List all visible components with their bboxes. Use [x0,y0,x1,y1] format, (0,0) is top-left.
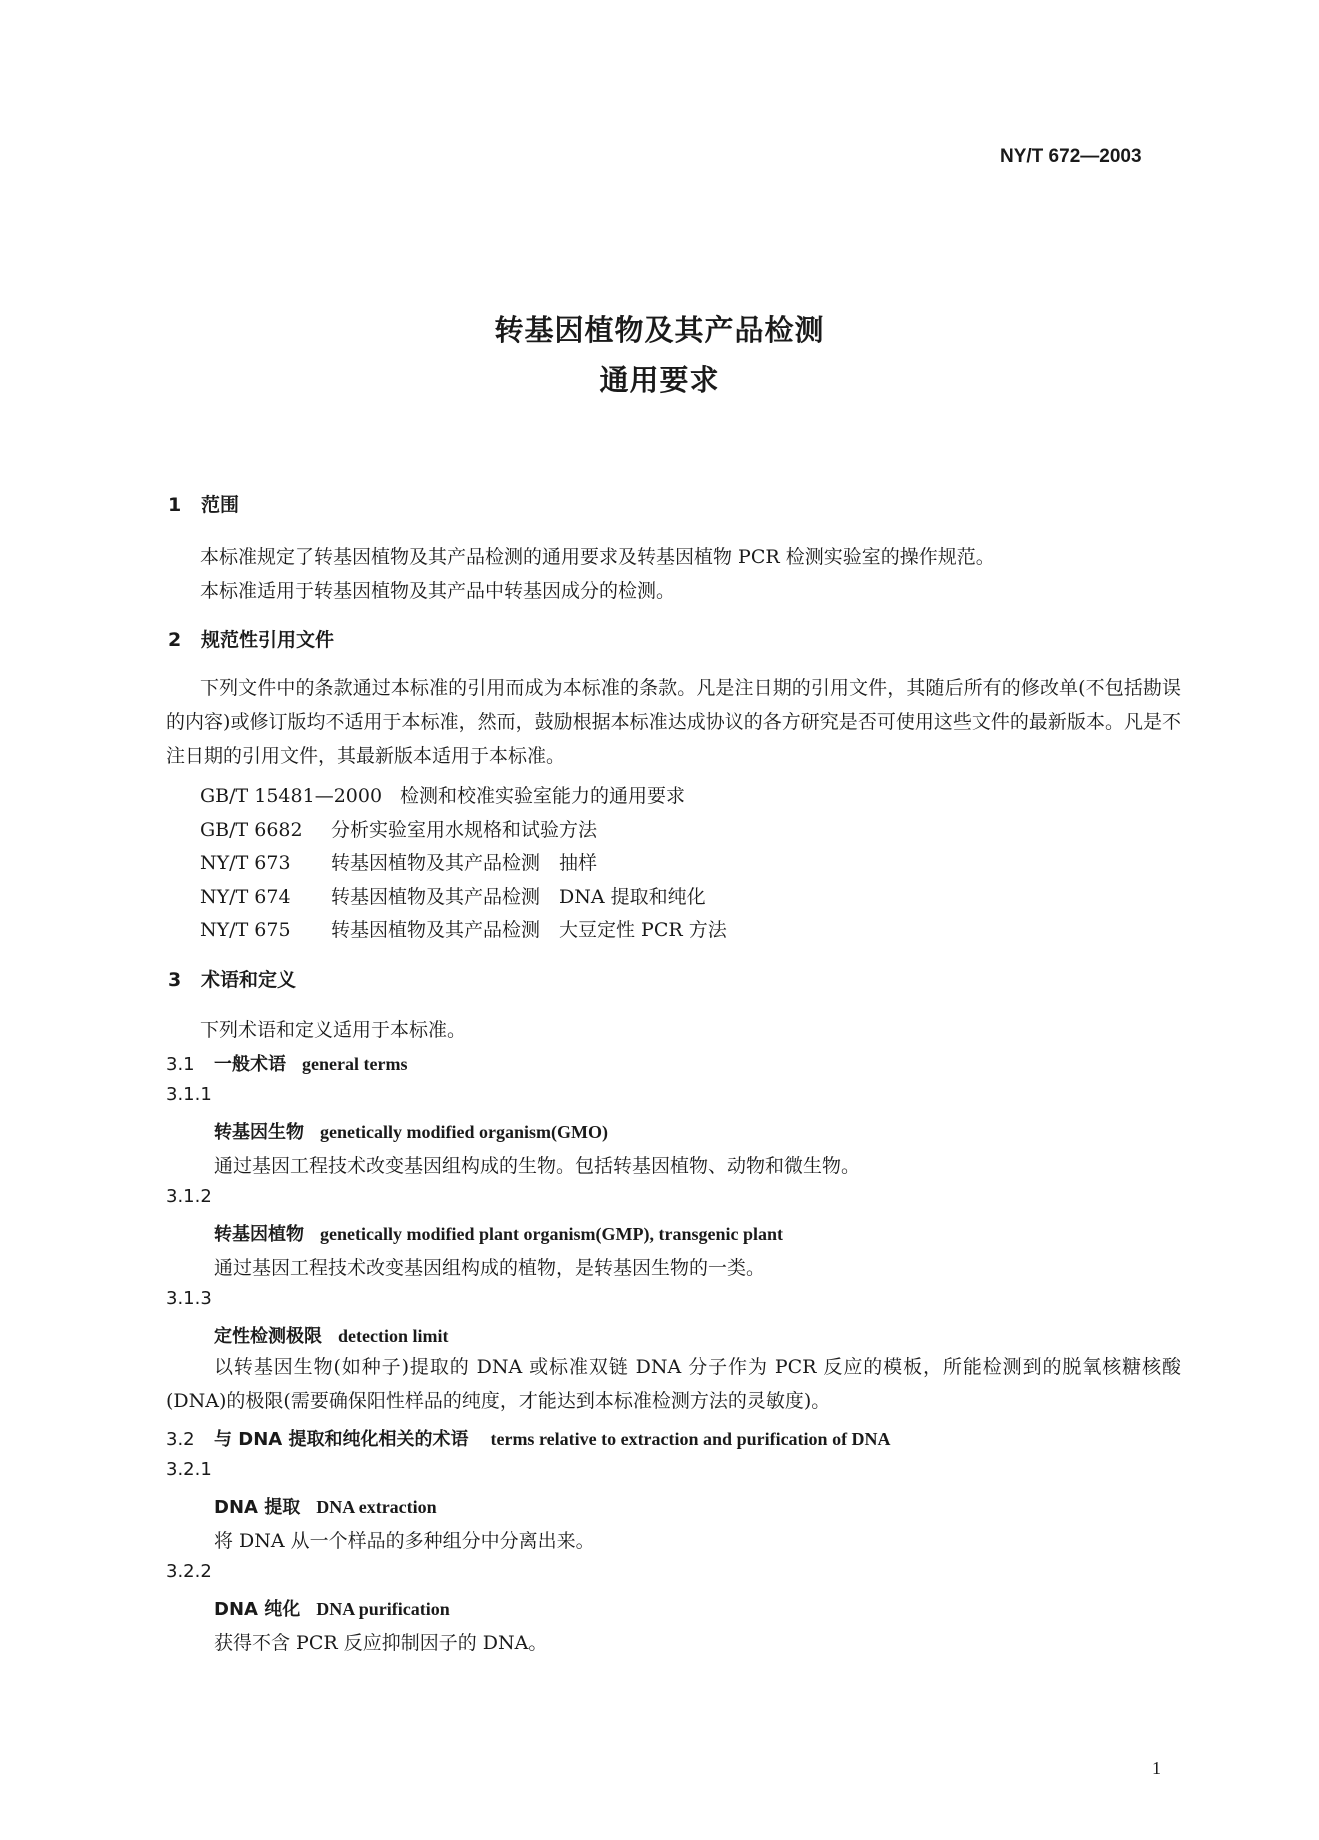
reference-code: GB/T 6682 [200,819,303,841]
subsection-title-zh: 与 DNA 提取和纯化相关的术语 [214,1429,469,1450]
term-entry [214,1220,783,1246]
subsection-3-1 [166,1050,407,1076]
document-title: 转基因植物及其产品检测 [494,313,825,347]
term-definition: 以转基因生物(如种子)提取的 DNA 或标准双链 DNA 分子作为 PCR 反应的模板，所能检测到的脱氧核糖核酸(DNA)的极限(需要确保阳性样品的纯度，才能达到本标准检测方法的灵敏度)。 [166,1356,1181,1412]
term-zh: 转基因生物 [214,1122,304,1143]
term-zh: DNA 提取 [214,1497,301,1518]
term-en: detection limit [338,1326,449,1346]
term-en: genetically modified plant organism(GMP), transgenic plant [320,1224,783,1244]
section-1-heading [168,490,239,517]
section-title: 术语和定义 [201,969,297,991]
term-en: genetically modified organism(GMO) [320,1122,608,1142]
reference-title: 分析实验室用水规格和试验方法 [331,819,598,841]
reference-code: NY/T 674 [200,886,291,908]
term-en: DNA purification [316,1599,450,1619]
subsection-title-en: general terms [302,1054,408,1074]
term-en: DNA extraction [316,1497,437,1517]
reference-item [200,882,706,909]
clause-number: 3.1.2 [166,1186,212,1207]
term-entry [214,1595,450,1621]
term-entry [214,1493,437,1519]
section-number: 2 [168,629,182,651]
reference-code: GB/T 15481—2000 [200,785,383,807]
reference-item [200,781,685,808]
section-number: 3 [168,969,182,991]
section-title: 规范性引用文件 [201,629,335,651]
term-definition: 通过基因工程技术改变基因组构成的植物，是转基因生物的一类。 [214,1257,766,1279]
reference-item [200,848,597,875]
page-number: 1 [1152,1758,1161,1778]
clause-number: 3.1.3 [166,1288,212,1309]
reference-item [200,815,597,842]
term-zh: 转基因植物 [214,1224,304,1245]
paragraph: 下列文件中的条款通过本标准的引用而成为本标准的条款。凡是注日期的引用文件，其随后所有的修改单(不包括勘误的内容)或修订版均不适用于本标准，然而，鼓励根据本标准达成协议的各方研究是否可使用这些文件的最新版本。凡是不注日期的引用文件，其最新版本适用于本标准。 [166,677,1181,767]
subsection-number: 3.2 [166,1429,195,1450]
paragraph: 本标准适用于转基因植物及其产品中转基因成分的检测。 [200,580,676,602]
clause-number: 3.1.1 [166,1084,212,1105]
term-zh: 定性检测极限 [214,1326,322,1347]
term-zh: DNA 纯化 [214,1599,301,1620]
term-definition: 将 DNA 从一个样品的多种组分中分离出来。 [214,1530,595,1552]
subsection-number: 3.1 [166,1054,195,1075]
standard-code: NY/T 672—2003 [1000,146,1142,167]
paragraph: 本标准规定了转基因植物及其产品检测的通用要求及转基因植物 PCR 检测实验室的操作规范。 [200,546,995,568]
section-number: 1 [168,494,182,516]
clause-number: 3.2.2 [166,1561,212,1582]
term-entry [214,1118,608,1144]
reference-code: NY/T 673 [200,852,291,874]
term-entry [214,1322,448,1348]
clause-number: 3.2.1 [166,1459,212,1480]
reference-title: 转基因植物及其产品检测 DNA 提取和纯化 [331,886,706,908]
section-title: 范围 [201,494,240,516]
term-definition: 通过基因工程技术改变基因组构成的生物。包括转基因植物、动物和微生物。 [214,1155,861,1177]
subsection-title-en: terms relative to extraction and purification of DNA [490,1429,891,1449]
subsection-3-2 [166,1425,891,1451]
reference-title: 转基因植物及其产品检测 抽样 [331,852,598,874]
reference-title: 检测和校准实验室能力的通用要求 [400,785,686,807]
subsection-title-zh: 一般术语 [214,1054,286,1075]
paragraph: 下列术语和定义适用于本标准。 [200,1019,467,1041]
section-2-heading [168,625,334,652]
reference-item [200,915,727,942]
document-subtitle: 通用要求 [599,363,720,397]
reference-code: NY/T 675 [200,919,291,941]
term-definition: 获得不含 PCR 反应抑制因子的 DNA。 [214,1632,548,1654]
section-3-heading [168,965,296,992]
reference-title: 转基因植物及其产品检测 大豆定性 PCR 方法 [331,919,727,941]
